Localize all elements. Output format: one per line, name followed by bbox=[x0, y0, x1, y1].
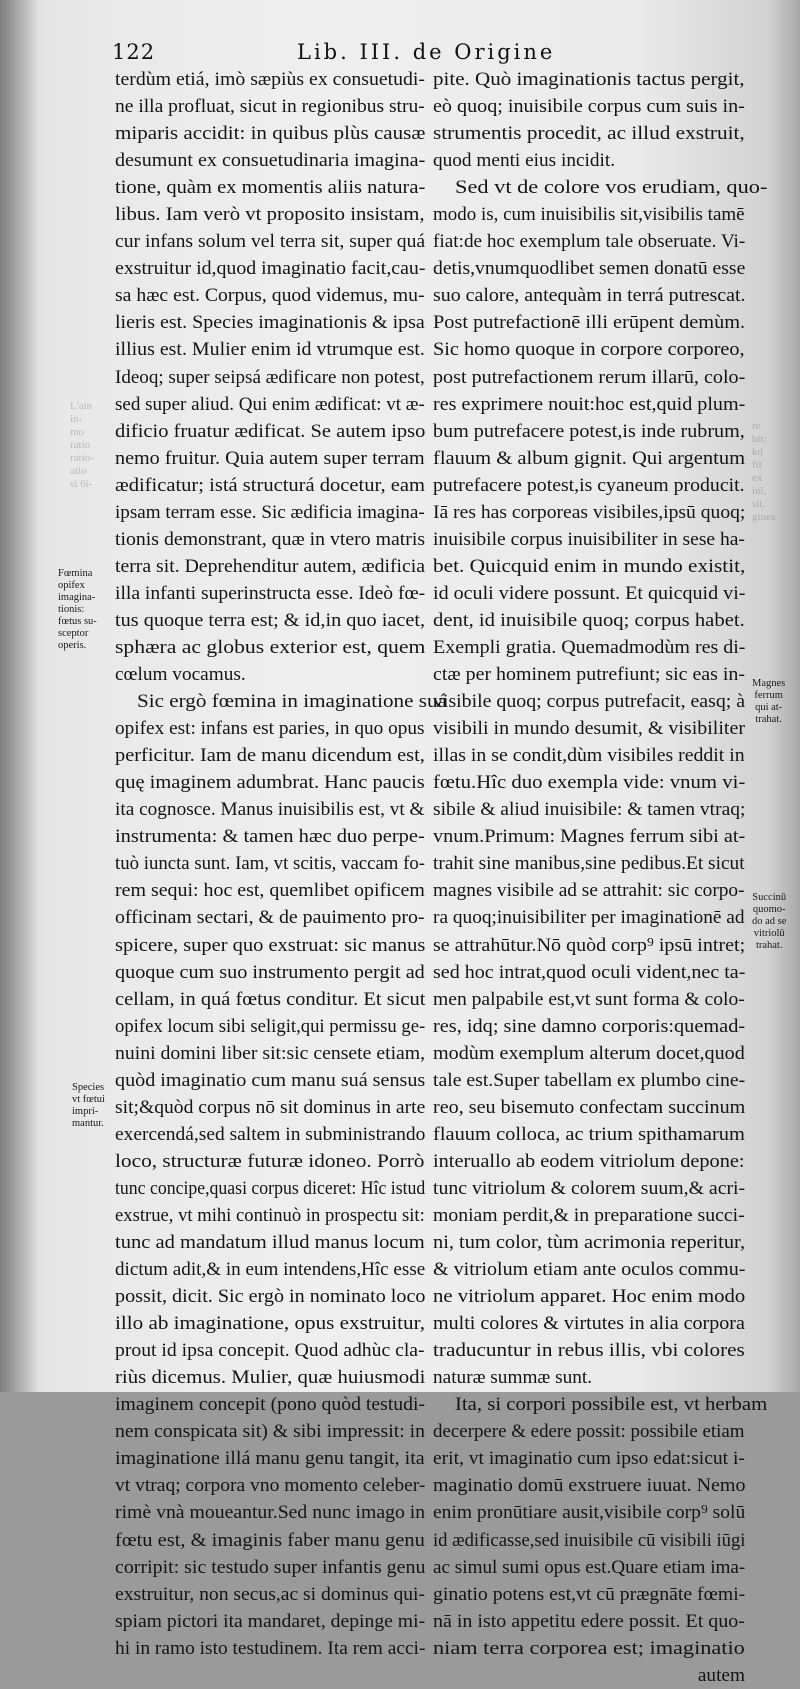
margin-note-species bbox=[72, 1082, 105, 1130]
text-line: ne vitriolum apparet. Hoc enim modo bbox=[433, 1286, 746, 1308]
text-line: Ita, si corpori possibile est, vt herbam bbox=[455, 1394, 768, 1416]
margin-note-line: Species bbox=[72, 1082, 105, 1093]
text-line: sphæra ac globus exterior est, quem bbox=[115, 636, 426, 658]
text-line: Ideoq; super seipsá ædificare non potest, bbox=[115, 366, 425, 388]
text-line: officinam sectari, & de pauimento pro- bbox=[115, 907, 425, 929]
bleed-line: ini, bbox=[752, 485, 767, 497]
text-line: Sed vt de colore vos erudiam, quo- bbox=[455, 177, 768, 199]
text-line: Sic ergò fœmina in imaginatione suá bbox=[137, 691, 447, 713]
text-line: Iā res has corporeas visibiles,ipsū quoq; bbox=[433, 501, 746, 523]
text-line: cœlum vocamus. bbox=[115, 664, 246, 686]
text-line: tionis demonstrant, quæ in vtero matris bbox=[115, 528, 426, 550]
text-line: vt vtraq; corpora vno momento celeber- bbox=[115, 1475, 426, 1497]
text-line: spicere, super quo exstruat: sic manus bbox=[115, 934, 426, 956]
text-line: se attrahūtur.Nō quòd corp⁹ ipsū intret; bbox=[433, 934, 746, 956]
text-line: desumunt ex consuetudinaria imagina- bbox=[115, 150, 426, 172]
text-line: visibili in mundo desumit, & visibiliter bbox=[433, 718, 746, 740]
bleed-through-right bbox=[752, 420, 775, 524]
text-line: illas in se condit,dùm visibiles reddit in bbox=[433, 745, 745, 767]
margin-note-line: Fœmina bbox=[58, 568, 93, 579]
text-line: terdùm etiá, imò sæpiùs ex consuetudi- bbox=[115, 69, 426, 90]
text-line: tione, quàm ex momentis aliis natura- bbox=[115, 177, 426, 199]
text-line: illa infanti superinstructa esse. Ideò fœ- bbox=[115, 582, 426, 604]
margin-note-line: Magnes bbox=[752, 678, 786, 689]
margin-note-line: mantur. bbox=[72, 1118, 104, 1129]
text-line: exstrue, vt mihi continuò in prospectu sit: bbox=[115, 1204, 425, 1226]
text-line: ipsam terram esse. Sic ædificia imagina- bbox=[115, 501, 425, 523]
text-line: libus. Iam verò vt proposito insistam, bbox=[115, 204, 425, 226]
margin-note-line: impri- bbox=[72, 1106, 99, 1117]
text-line: erit, vt imaginatio cum ipso edat:sicut i- bbox=[433, 1448, 745, 1470]
text-line: quoque cum suo instrumento pergit ad bbox=[115, 961, 425, 983]
text-line: nem conspicata sit) & sibi impressit: in bbox=[115, 1421, 426, 1443]
margin-note-line: fœtus su- bbox=[58, 616, 97, 627]
text-line: maginatio domū exstruere iuuat. Nemo bbox=[433, 1475, 746, 1497]
text-line: exercendá,sed saltem in subministrando bbox=[115, 1123, 426, 1145]
text-line: multi colores & virtutes in alia corpora bbox=[433, 1313, 745, 1335]
text-line: possit, dicit. Sic ergò in nominato loco bbox=[115, 1286, 426, 1308]
text-line: nemo fruitur. Quia autem super terram bbox=[115, 447, 425, 469]
bleed-line: in- bbox=[70, 413, 83, 425]
text-line: corripit: sic testudo super infantis genu bbox=[115, 1556, 426, 1578]
text-line: pite. Quò imaginationis tactus pergit, bbox=[433, 69, 745, 90]
text-line: dictum adit,& in eum intendens,Hîc esse bbox=[115, 1259, 426, 1281]
text-line: cellam, in quá fœtus conditur. Et sicut bbox=[115, 988, 426, 1010]
margin-note-line: trahat. bbox=[755, 714, 782, 725]
text-line: lieris est. Species imaginationis & ipsa bbox=[115, 312, 425, 334]
bleed-line: atio bbox=[70, 465, 87, 477]
gutter-shadow bbox=[0, 0, 38, 1392]
margin-note-line: tionis: bbox=[58, 604, 85, 615]
text-line: sibile & aliud inuisibile: & tamen vtraq; bbox=[433, 799, 746, 821]
text-line: illo ab imaginatione, opus exstruitur, bbox=[115, 1313, 426, 1335]
text-line: Exempli gratia. Quemadmodùm res di- bbox=[433, 636, 746, 658]
text-line: flauum & album gignit. Qui argentum bbox=[433, 447, 746, 469]
text-line: decerpere & edere possit: possibile etiam bbox=[433, 1421, 745, 1443]
text-line: terra sit. Deprehenditur autem, ædificia bbox=[115, 555, 426, 577]
text-line: dificio fruatur ædificat. Se autem ipso bbox=[115, 420, 426, 442]
text-line: trahit sine manibus,sine pedibus.Et sicut bbox=[433, 853, 745, 875]
text-line: rimè vnà moueantur.Sed nunc imago in bbox=[115, 1502, 426, 1524]
text-line: nā in isto appetitu edere possit. Et quo- bbox=[433, 1610, 745, 1632]
text-line: exstruitur, non secus,ac si dominus qui- bbox=[115, 1583, 426, 1605]
text-line: opifex locum sibi seligit,qui permissu ge- bbox=[115, 1015, 426, 1037]
text-line: traducuntur in rebus illis, vbi colores bbox=[433, 1340, 745, 1362]
text-line: post putrefactionem rerum illarū, colo- bbox=[433, 366, 746, 388]
text-line: reo, seu bisemuto confectam succinum bbox=[433, 1096, 746, 1118]
bleed-line: fit bbox=[752, 459, 762, 471]
text-line: tus quoque terra est; & id,in quo iacet, bbox=[115, 609, 426, 631]
text-line: ne illa profluat, sicut in regionibus stru- bbox=[115, 96, 425, 118]
bleed-line: re bbox=[752, 420, 761, 432]
margin-note-line: do ad se bbox=[752, 916, 787, 927]
bleed-line: ex bbox=[752, 472, 763, 484]
text-line: res, idq; sine damno corporis:quemad- bbox=[433, 1015, 746, 1037]
text-line: cur infans solum vel terra sit, super quá bbox=[115, 231, 426, 253]
text-line: inuisibile corpus inuisibiliter in sese ha- bbox=[433, 528, 745, 550]
text-line: moniam perdit,& in preparatione succi- bbox=[433, 1204, 745, 1226]
text-line: imaginem concepit (pono quòd testudi- bbox=[115, 1394, 426, 1416]
text-line: perficitur. Iam de manu dicendum est, bbox=[115, 745, 425, 767]
text-line: miparis accidit: in quibus plùs causæ bbox=[115, 123, 426, 145]
text-line: rem sequi: hoc est, quemlibet opificem bbox=[115, 880, 425, 902]
bleed-line: gines bbox=[752, 511, 776, 523]
text-line: fœtu est, & imaginis faber manu genu bbox=[115, 1529, 425, 1551]
text-line: sit;&quòd corpus nō sit dominus in arte bbox=[115, 1096, 426, 1118]
text-line: modo is, cum inuisibilis sit,visibilis tamē bbox=[433, 204, 745, 226]
margin-note-line: opifex bbox=[58, 580, 85, 591]
page-number: 122 bbox=[112, 40, 156, 64]
text-line: imaginatione illá manu genu tangit, ita bbox=[115, 1448, 425, 1470]
text-line: modùm exemplum alterum docet,quod bbox=[433, 1042, 745, 1064]
margin-note-line: quomo- bbox=[752, 904, 786, 915]
text-line: visibile quoq; corpus putrefacit, easq; à bbox=[433, 691, 746, 713]
text-line: bet. Quicquid enim in mundo existit, bbox=[433, 555, 746, 577]
text-line: enim pronūtiare ausit,visibile corp⁹ solū bbox=[433, 1502, 746, 1524]
margin-note-line: vt fœtui bbox=[72, 1094, 105, 1105]
text-line: quòd imaginatio cum manu suá sensus bbox=[115, 1069, 426, 1091]
bleed-line: sit. bbox=[752, 498, 766, 510]
text-line: sed hoc intrat,quod oculi vident,nec ta- bbox=[433, 961, 746, 983]
text-line: naturæ summæ sunt. bbox=[433, 1367, 593, 1389]
text-line: ctæ per hominem putrefiunt; sic eas in- bbox=[433, 664, 745, 686]
bleed-line: ratio bbox=[70, 439, 91, 451]
text-line: tale est.Super tabellam ex plumbo cine- bbox=[433, 1069, 746, 1091]
margin-note-line: sceptor bbox=[58, 628, 89, 639]
text-line: flauum colloca, ac trium spithamarum bbox=[433, 1123, 745, 1145]
text-line: fœtu.Hîc duo exempla vide: vnum vi- bbox=[433, 772, 746, 794]
text-line: sa hæc est. Corpus, quod videmus, mu- bbox=[115, 285, 425, 307]
text-line: sed super aliud. Qui enim ædificat: vt æ- bbox=[115, 393, 425, 415]
text-line: tunc ad mandatum illud manus locum bbox=[115, 1232, 425, 1254]
text-line: strumentis procedit, ac illud exstruit, bbox=[433, 123, 745, 145]
bleed-line: bit; bbox=[752, 433, 767, 445]
text-line: men palpabile est,vt sunt forma & colo- bbox=[433, 988, 745, 1010]
text-line: ita cognosce. Manus inuisibilis est, vt & bbox=[115, 799, 425, 821]
text-line: fiat:de hoc exemplum tale obseruate. Vi- bbox=[433, 231, 746, 253]
left-text-column bbox=[115, 66, 447, 1662]
margin-note-succinum bbox=[752, 892, 786, 952]
running-title: Lib. III. de Origine bbox=[297, 40, 556, 64]
text-line: dent, id inuisibile quoq; corpus habet. bbox=[433, 609, 745, 631]
text-line: tunc vitriolum & colorem suum,& acri- bbox=[433, 1177, 746, 1199]
text-line: id oculi videre possunt. Et quicquid vi- bbox=[433, 582, 746, 604]
text-line: quę imaginem adumbrat. Hanc paucis bbox=[115, 772, 425, 794]
margin-note-magnes bbox=[752, 678, 785, 726]
margin-note-foemina bbox=[58, 568, 97, 652]
bleed-line: mo bbox=[70, 426, 85, 438]
margin-note-line: ferrum bbox=[754, 690, 783, 701]
text-line: quod menti eius incidit. bbox=[433, 150, 616, 172]
text-line: niam terra corporea est; imaginatio bbox=[433, 1637, 745, 1659]
text-line: spiam pictori ita mandaret, depinge mi- bbox=[115, 1610, 426, 1632]
text-line: ædificatur; istá structurá docetur, eam bbox=[115, 474, 426, 496]
bleed-line: L'ain bbox=[70, 400, 93, 412]
text-line: exstruitur id,quod imaginatio facit,cau- bbox=[115, 258, 426, 280]
text-line: Sic homo quoque in corpore corporeo, bbox=[433, 339, 745, 361]
bleed-line: kd bbox=[752, 446, 763, 458]
text-line: & vitriolum etiam ante oculos commu- bbox=[433, 1259, 746, 1281]
margin-note-line: imagina- bbox=[58, 592, 96, 603]
text-line: ac simul sumi opus est.Quare etiam ima- bbox=[433, 1556, 746, 1578]
text-line: res exprimere nouit:hoc est,quid plum- bbox=[433, 393, 746, 415]
text-line: prout id ipsa concepit. Quod adhùc cla- bbox=[115, 1340, 425, 1362]
text-line: instrumenta: & tamen hæc duo perpe- bbox=[115, 826, 425, 848]
text-line: tuò iuncta sunt. Iam, vt scitis, vaccam fo- bbox=[115, 853, 426, 875]
text-line: ni, tum color, tùm acrimonia reperitur, bbox=[433, 1232, 746, 1254]
text-line: eò quoq; inuisibile corpus cum suis in- bbox=[433, 96, 745, 118]
bleed-line: si 6i- bbox=[70, 478, 93, 490]
margin-note-line: trahat. bbox=[755, 940, 783, 951]
margin-note-line: vitriolū bbox=[753, 928, 785, 939]
text-line: ginatio potens est,vt cū prægnāte fœmi- bbox=[433, 1583, 746, 1605]
text-line: id ædificasse,sed inuisibile cū visibili iūgi bbox=[433, 1529, 746, 1551]
text-line: putrefacere potest,is cyaneum producit. bbox=[433, 474, 745, 496]
text-line: loco, structuræ futuræ idoneo. Porrò bbox=[115, 1150, 425, 1172]
text-line: magnes visibile ad se attrahit: sic corpo- bbox=[433, 880, 745, 902]
margin-note-line: Succinū bbox=[752, 892, 787, 903]
text-line: tunc concipe,quasi corpus diceret: Hîc istud bbox=[115, 1177, 426, 1199]
text-line: hi in ramo isto testudinem. Ita rem acci- bbox=[115, 1637, 426, 1659]
text-line: autem bbox=[697, 1664, 745, 1686]
text-line: detis,vnumquodlibet semen donatū esse bbox=[433, 258, 746, 280]
text-line: riùs dicemus. Mulier, quæ huiusmodi bbox=[115, 1367, 426, 1389]
text-line: nuini domini liber sit:sic censete etiam, bbox=[115, 1042, 426, 1064]
text-line: bum putrefacere potest,is inde rubrum, bbox=[433, 420, 745, 442]
margin-note-line: operis. bbox=[58, 640, 87, 651]
text-line: suo calore, antequàm in terrá putrescat. bbox=[433, 285, 746, 307]
text-line: illius est. Mulier enim id vtrumque est. bbox=[115, 339, 425, 361]
margin-note-line: qui at- bbox=[755, 702, 783, 713]
text-line: interuallo ab eodem vitriolum depone: bbox=[433, 1150, 745, 1172]
bleed-line: ratio- bbox=[70, 452, 94, 464]
text-line: ra quoq;inuisibiliter per imaginationē ad bbox=[433, 907, 745, 929]
bleed-through-left bbox=[70, 400, 94, 491]
text-line: opifex est: infans est paries, in quo opus bbox=[115, 718, 425, 740]
text-line: Post putrefactionē illi erūpent demùm. bbox=[433, 312, 746, 334]
text-line: vnum.Primum: Magnes ferrum sibi at- bbox=[433, 826, 746, 848]
